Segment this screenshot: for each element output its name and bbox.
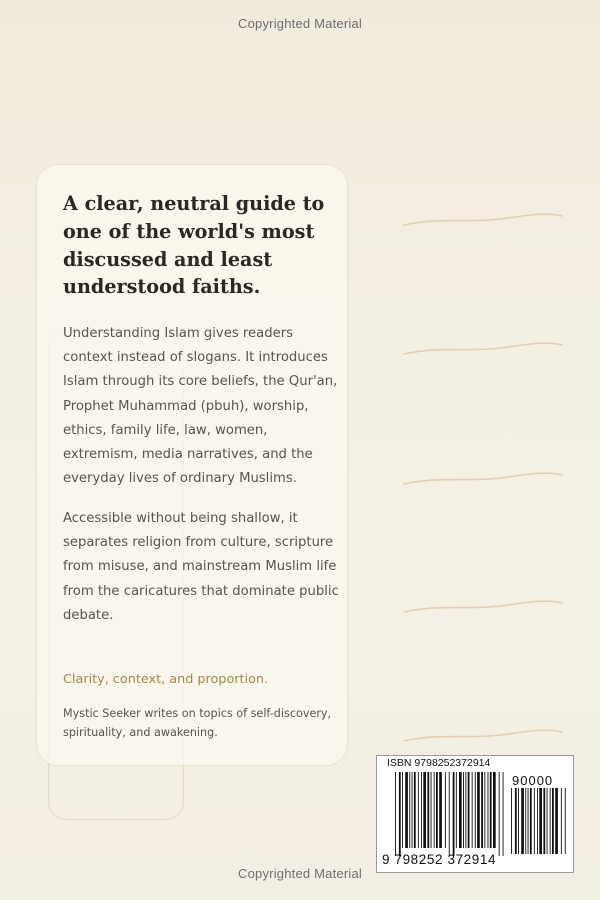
- description-paragraph-1: Understanding Islam gives readers context instead of slogans. It introduces Islam through its core beliefs, the Qur'an, Prophet Muhammad (pbuh), worship, ethics, family life, law, women, extremism, media narratives, and the everyday lives of ordinary Muslims.: [63, 326, 338, 487]
- copyright-watermark-bottom: Copyrighted Material: [238, 866, 362, 881]
- description-paragraph-2: Accessible without being shallow, it separates religion from culture, scripture from misuse, and mainstream Muslim life from the caricatures that dominate public debate.: [63, 511, 339, 623]
- price-code: 90000: [512, 773, 554, 788]
- headline: A clear, neutral guide to one of the world's most discussed and least understood faiths.: [63, 192, 325, 299]
- isbn-digits: 9 798252 372914: [382, 852, 497, 867]
- copyright-watermark-top: Copyrighted Material: [238, 16, 362, 31]
- author-bio: Mystic Seeker writes on topics of self-discovery, spirituality, and awakening.: [63, 707, 332, 739]
- isbn-label: ISBN 9798252372914: [387, 757, 491, 769]
- tagline: Clarity, context, and proportion.: [63, 672, 269, 687]
- isbn-barcode: [376, 755, 574, 873]
